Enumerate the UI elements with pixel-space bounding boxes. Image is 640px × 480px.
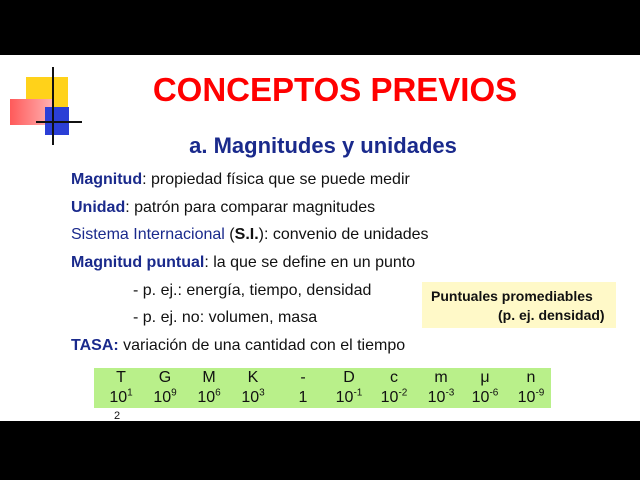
prefix-power (142, 388, 188, 408)
prefix-exponent-overflow: 2 (114, 410, 121, 421)
definition-magnitud (71, 171, 410, 189)
prefix-cell (230, 368, 276, 408)
definition-si (71, 226, 429, 244)
definition-text: : propiedad física que se puede medir (142, 171, 410, 188)
prefix-power-exponent: -2 (398, 387, 408, 399)
definition-text: : patrón para comparar magnitudes (125, 199, 376, 216)
prefix-power-exponent: 6 (215, 387, 221, 399)
prefix-symbol: T (116, 369, 126, 386)
prefix-power-exponent: -3 (445, 387, 455, 399)
prefix-cell (98, 368, 144, 408)
definition-text: ): convenio de unidades (258, 226, 429, 243)
prefix-power-exponent: -1 (353, 387, 363, 399)
note-box (422, 282, 616, 328)
slide (0, 55, 640, 421)
prefix-symbol: - (300, 369, 306, 386)
definition-text: variación de una cantidad con el tiempo (118, 337, 406, 354)
definition-unidad (71, 199, 375, 217)
prefix-cell (508, 368, 554, 408)
definition-text: ( (224, 226, 235, 243)
prefix-power (98, 388, 144, 408)
definition-magnitud-puntual (71, 254, 415, 272)
prefix-symbol: c (390, 369, 398, 386)
slide-title: CONCEPTOS PREVIOS (152, 71, 518, 108)
prefix-symbol: G (158, 369, 172, 386)
note-line-1: Puntuales promediables (431, 288, 593, 304)
prefix-power (371, 388, 417, 408)
prefix-power-base: 10 (471, 389, 490, 406)
prefix-power (508, 388, 554, 408)
prefix-cell (186, 368, 232, 408)
decor-vertical-line (52, 67, 54, 145)
prefix-power-base: 1 (298, 389, 308, 406)
keyword-sistema-internacional: Sistema Internacional (71, 226, 225, 243)
prefix-power-base: 10 (427, 389, 446, 406)
prefix-power-base: 10 (109, 389, 128, 406)
definition-tasa (71, 337, 405, 355)
prefix-symbol: K (247, 369, 259, 386)
prefix-power-exponent: 3 (259, 387, 265, 399)
prefix-table (94, 368, 551, 408)
prefix-power (418, 388, 464, 408)
si-abbreviation: S.I. (234, 226, 259, 243)
slide-subtitle: a. Magnitudes y unidades (189, 133, 457, 158)
prefix-power-base: 10 (335, 389, 354, 406)
prefix-cell (326, 368, 372, 408)
prefix-power-base: 10 (153, 389, 172, 406)
example-yes: - p. ej.: energía, tiempo, densidad (133, 282, 372, 299)
prefix-cell (462, 368, 508, 408)
example-no: - p. ej. no: volumen, masa (133, 309, 318, 326)
definition-text: : la que se define en un punto (204, 254, 416, 271)
prefix-power-exponent: 1 (127, 387, 133, 399)
prefix-power (462, 388, 508, 408)
keyword-tasa: TASA: (71, 337, 119, 354)
prefix-symbol: D (343, 369, 355, 386)
prefix-power-exponent: 9 (171, 387, 177, 399)
prefix-power-exponent: -9 (535, 387, 545, 399)
prefix-symbol: m (434, 369, 448, 386)
prefix-cell (418, 368, 464, 408)
prefix-cell (371, 368, 417, 408)
prefix-power (230, 388, 276, 408)
prefix-power (280, 388, 326, 408)
prefix-symbol: n (526, 369, 536, 386)
prefix-power (186, 388, 232, 408)
prefix-cell (280, 368, 326, 408)
prefix-power-base: 10 (241, 389, 260, 406)
keyword-magnitud-puntual: Magnitud puntual (71, 254, 205, 271)
prefix-symbol: M (202, 369, 216, 386)
note-line-2: (p. ej. densidad) (498, 307, 605, 323)
prefix-power-base: 10 (197, 389, 216, 406)
prefix-power-exponent: -6 (489, 387, 499, 399)
prefix-symbol: μ (480, 369, 490, 386)
prefix-power-base: 10 (380, 389, 399, 406)
keyword-unidad: Unidad (71, 199, 126, 216)
prefix-power-base: 10 (517, 389, 536, 406)
prefix-cell (142, 368, 188, 408)
decor-horizontal-line (36, 121, 82, 123)
prefix-power (326, 388, 372, 408)
keyword-magnitud: Magnitud (71, 171, 143, 188)
